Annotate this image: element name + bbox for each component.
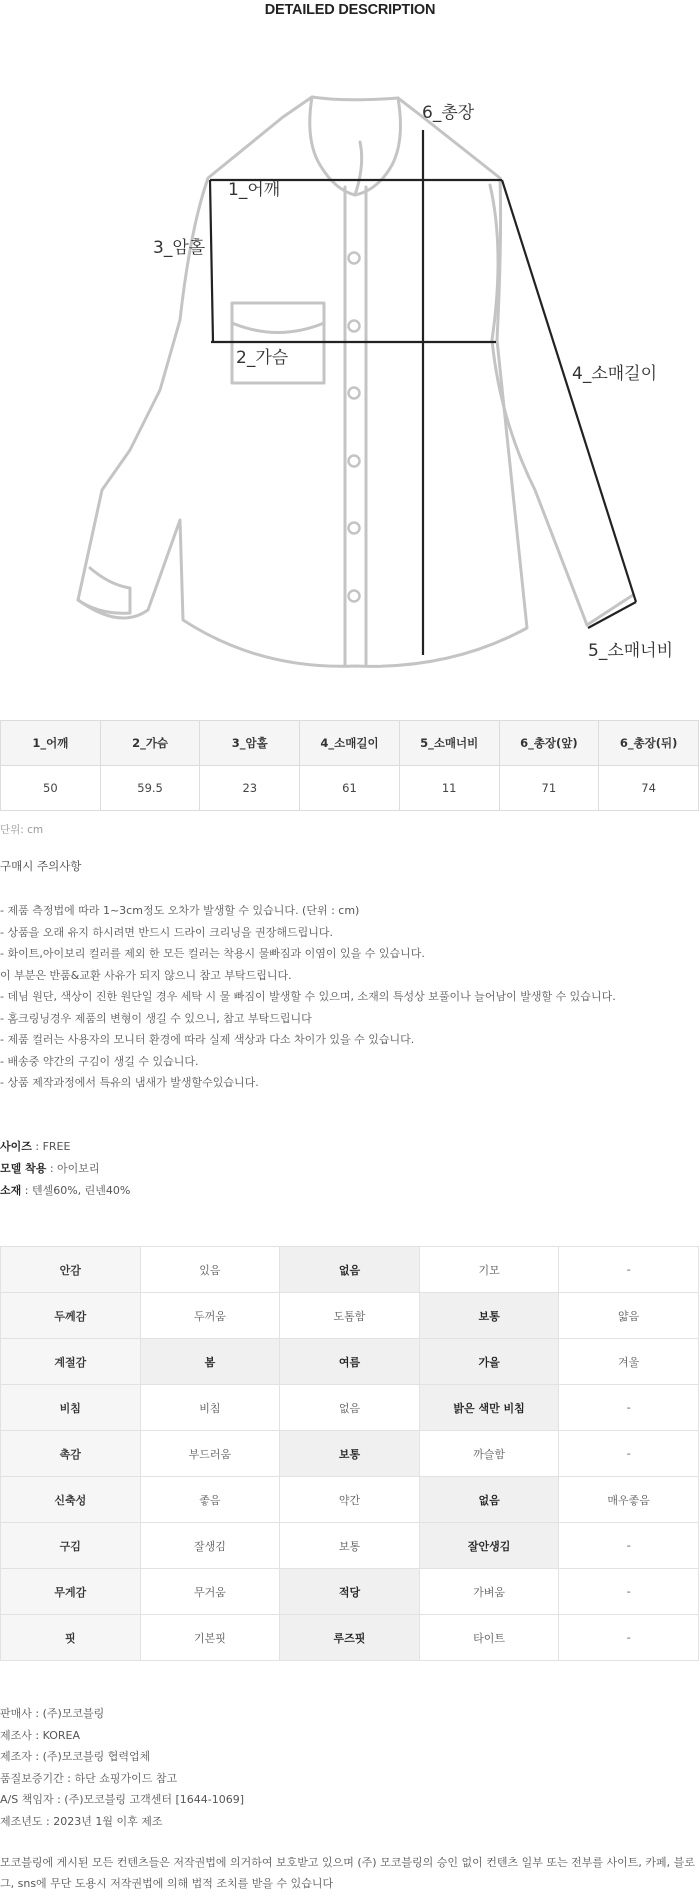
info-item: 제조사 : KOREA: [0, 1728, 80, 1742]
info-item: 제조년도 : 2023년 1월 이후 제조: [0, 1814, 163, 1828]
attribute-option: 무거움: [140, 1569, 280, 1615]
page-title: DETAILED DESCRIPTION: [264, 2, 436, 18]
sleeve-width-label: 5_소매너비: [588, 641, 674, 661]
attribute-option: 없음: [280, 1385, 420, 1431]
attribute-name: 구김: [1, 1523, 141, 1569]
attribute-name: 비침: [1, 1385, 141, 1431]
attribute-option-selected: 루즈핏: [280, 1615, 420, 1661]
attribute-name: 촉감: [1, 1431, 141, 1477]
info-item: 제조자 : (주)모코블링 협력업체: [0, 1750, 151, 1763]
size-header: 4_소매길이: [300, 721, 400, 766]
copyright-notice: 모코블링에 게시된 모든 컨텐츠들은 저작권법에 의거하여 보호받고 있으며 (주) 모코블링의 승인 없이 컨텐츠 일부 또는 전부를 사이트, 카페, 블로그, sns에 무단 도용시 저작권법에 의해 법적 조치를 받을 수 있습니다: [0, 1856, 695, 1890]
attribute-option: 겨울: [559, 1339, 699, 1385]
notice-item: - 제품 측정법에 따라 1~3cm정도 오차가 발생할 수 있습니다. (단위 : cm): [0, 904, 360, 917]
attribute-name: 두께감: [1, 1293, 141, 1339]
attribute-option-selected: 잘안생김: [419, 1523, 559, 1569]
spec-size: [0, 1138, 70, 1154]
unit-note: 단위: cm: [0, 824, 44, 836]
attribute-option: -: [559, 1615, 699, 1661]
attribute-option-selected: 가을: [419, 1339, 559, 1385]
spec-material-value: : 텐셀60%, 린넨40%: [21, 1184, 131, 1197]
attribute-name: 신축성: [1, 1477, 141, 1523]
attribute-option-selected: 적당: [280, 1569, 420, 1615]
notice-list: [0, 900, 616, 1094]
size-header: 3_암홀: [200, 721, 300, 766]
attribute-option-selected: 보통: [419, 1293, 559, 1339]
notice-title: 구매시 주의사항: [0, 859, 82, 873]
attribute-option: 매우좋음: [559, 1477, 699, 1523]
notice-item: - 화이트,아이보리 컬러를 제외 한 모든 컬러는 착용시 물빠짐과 이염이 있을 수 있습니다.: [0, 947, 425, 960]
info-item: 품질보증기간 : 하단 쇼핑가이드 참고: [0, 1771, 178, 1785]
attribute-option: 타이트: [419, 1615, 559, 1661]
attribute-option: 좋음: [140, 1477, 280, 1523]
notice-item: - 홈크링닝경우 제품의 변형이 생길 수 있으니, 참고 부탁드립니다: [0, 1011, 312, 1025]
attribute-option-selected: 봄: [140, 1339, 280, 1385]
armhole-label: 3_암홀: [153, 238, 206, 258]
size-header: 1_어깨: [1, 721, 101, 766]
attribute-option: -: [559, 1523, 699, 1569]
shoulder-label: 1_어깨: [228, 180, 281, 200]
attribute-option: 기본핏: [140, 1615, 280, 1661]
attribute-row: [1, 1569, 699, 1615]
attribute-row: [1, 1615, 699, 1661]
attribute-option-selected: 보통: [280, 1431, 420, 1477]
attribute-option: 까슬함: [419, 1431, 559, 1477]
attribute-name: 계절감: [1, 1339, 141, 1385]
attribute-name: 핏: [1, 1615, 141, 1661]
attribute-row: [1, 1431, 699, 1477]
size-value: 74: [599, 766, 699, 811]
attribute-option: -: [559, 1431, 699, 1477]
chest-label: 2_가슴: [236, 348, 289, 368]
attribute-row: [1, 1339, 699, 1385]
attribute-name: 안감: [1, 1247, 141, 1293]
attribute-row: [1, 1523, 699, 1569]
total-length-label: 6_총장: [422, 103, 475, 123]
attribute-option: 비침: [140, 1385, 280, 1431]
info-item: A/S 책임자 : (주)모코블링 고객센터 [1644-1069]: [0, 1793, 245, 1806]
info-item: 판매사 : (주)모코블링: [0, 1707, 105, 1720]
attribute-option: 두꺼움: [140, 1293, 280, 1339]
attribute-row: [1, 1293, 699, 1339]
sleeve-length-label: 4_소매길이: [572, 364, 658, 384]
attribute-row: [1, 1247, 699, 1293]
spec-size-value: : FREE: [31, 1140, 71, 1153]
spec-model-value: : 아이보리: [46, 1162, 100, 1175]
attribute-option: 기모: [419, 1247, 559, 1293]
attribute-name: 무게감: [1, 1569, 141, 1615]
size-header: 6_총장(뒤): [599, 721, 699, 766]
attribute-option: 보통: [280, 1523, 420, 1569]
attribute-option: -: [559, 1247, 699, 1293]
notice-item: - 데님 원단, 색상이 진한 원단일 경우 세탁 시 물 빠짐이 발생할 수 있으며, 소재의 특성상 보풀이나 늘어남이 발생할 수 있습니다.: [0, 990, 616, 1003]
size-value: 23: [200, 766, 300, 811]
attribute-row: [1, 1477, 699, 1523]
size-value: 59.5: [100, 766, 200, 811]
size-header: 2_가슴: [100, 721, 200, 766]
spec-material: [0, 1182, 130, 1198]
fabric-attributes-table: [0, 1246, 699, 1661]
notice-item: - 제품 컬러는 사용자의 모니터 환경에 따라 실제 색상과 다소 차이가 있을 수 있습니다.: [0, 1033, 415, 1046]
attribute-option-selected: 없음: [419, 1477, 559, 1523]
size-header: 5_소매너비: [399, 721, 499, 766]
attribute-option-selected: 밝은 색만 비침: [419, 1385, 559, 1431]
size-table: [0, 720, 699, 811]
attribute-option-selected: 여름: [280, 1339, 420, 1385]
size-value: 71: [499, 766, 599, 811]
spec-size-label: 사이즈: [0, 1140, 32, 1153]
attribute-option: 얇음: [559, 1293, 699, 1339]
attribute-option: -: [559, 1569, 699, 1615]
attribute-row: [1, 1385, 699, 1431]
product-info-list: [0, 1703, 244, 1832]
attribute-option: 잘생김: [140, 1523, 280, 1569]
attribute-option: 약간: [280, 1477, 420, 1523]
attribute-option: 가벼움: [419, 1569, 559, 1615]
attribute-option: -: [559, 1385, 699, 1431]
shirt-measurement-diagram: [0, 20, 700, 675]
spec-model: [0, 1160, 100, 1176]
size-value: 61: [300, 766, 400, 811]
spec-material-label: 소재: [0, 1184, 22, 1197]
size-value: 50: [1, 766, 101, 811]
notice-item: - 상품을 오래 유지 하시려면 반드시 드라이 크리닝을 권장해드립니다.: [0, 925, 333, 939]
spec-model-label: 모델 착용: [0, 1162, 47, 1175]
size-value: 11: [399, 766, 499, 811]
size-header: 6_총장(앞): [499, 721, 599, 766]
attribute-option-selected: 없음: [280, 1247, 420, 1293]
notice-item: 이 부분은 반품&교환 사유가 되지 않으니 참고 부탁드립니다.: [0, 968, 292, 982]
attribute-option: 부드러움: [140, 1431, 280, 1477]
notice-item: - 상품 제작과정에서 특유의 냄새가 발생할수있습니다.: [0, 1076, 259, 1089]
attribute-option: 도톰함: [280, 1293, 420, 1339]
notice-item: - 배송중 약간의 구김이 생길 수 있습니다.: [0, 1054, 199, 1068]
attribute-option: 있음: [140, 1247, 280, 1293]
